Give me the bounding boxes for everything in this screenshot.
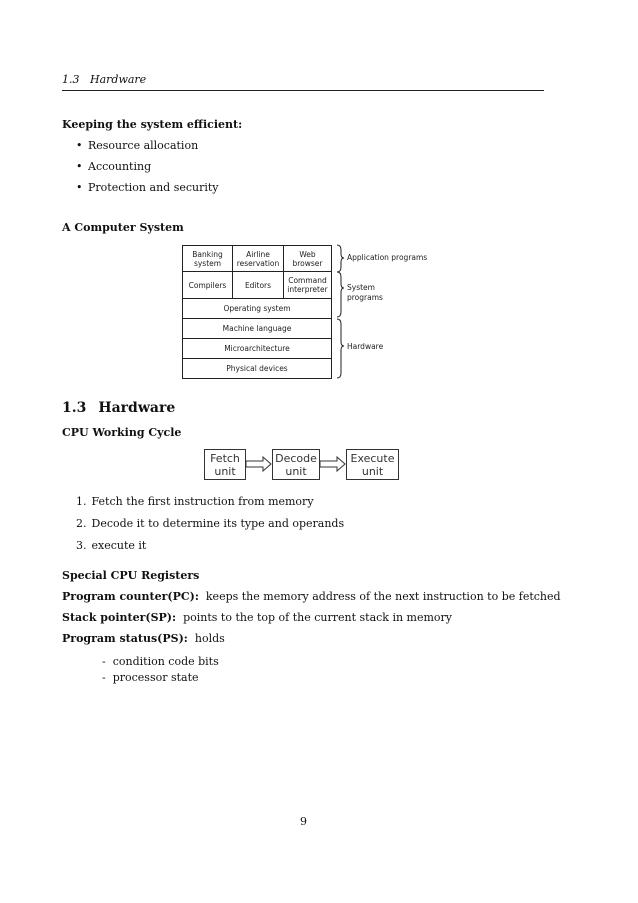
- box-text: Command: [288, 276, 327, 285]
- editors-box: [232, 271, 284, 299]
- header-rule: [62, 90, 544, 91]
- list-item-text: Resource allocation: [88, 139, 199, 152]
- application-programs-label: Application programs: [347, 253, 428, 262]
- box-text: unit: [361, 464, 384, 478]
- box-text: interpreter: [287, 285, 328, 294]
- label-text: System: [347, 283, 375, 292]
- sp-definition: [62, 611, 452, 625]
- label-text: programs: [347, 293, 383, 302]
- section-title: Hardware: [98, 400, 176, 416]
- pc-term: Program counter(PC):: [62, 590, 199, 603]
- section-number: 1.3: [62, 400, 87, 416]
- system-brace: [337, 272, 344, 317]
- system-programs-label: [347, 283, 383, 303]
- box-text: unit: [285, 464, 307, 478]
- box-text: Machine language: [222, 324, 292, 333]
- microarchitecture-box: [182, 338, 332, 359]
- execute-unit-box: [346, 449, 399, 480]
- box-text: Decode: [275, 451, 317, 465]
- decode-unit-box: [272, 449, 320, 480]
- registers-heading: Special CPU Registers: [62, 569, 200, 582]
- hardware-brace: [337, 319, 344, 378]
- list-item-text: Fetch the first instruction from memory: [91, 495, 314, 508]
- box-text: browser: [292, 258, 323, 268]
- arrow-right-icon: [246, 455, 273, 473]
- box-text: Banking: [192, 249, 223, 259]
- box-text: Airline: [246, 249, 270, 259]
- box-text: Physical devices: [226, 364, 288, 373]
- ps-definition: [62, 632, 225, 646]
- list-item: • Protection and security: [76, 181, 219, 194]
- web-browser-box: [283, 245, 332, 272]
- arrow-right-icon: [320, 455, 347, 473]
- ps-description: holds: [194, 632, 225, 645]
- cpu-cycle-heading: CPU Working Cycle: [62, 426, 182, 439]
- command-interpreter-box: [283, 271, 332, 299]
- hardware-label: Hardware: [347, 342, 384, 351]
- diagram-braces: [334, 242, 346, 382]
- sp-term: Stack pointer(SP):: [62, 611, 177, 624]
- list-item: 1. Fetch the first instruction from memory: [76, 495, 314, 508]
- compilers-box: [182, 271, 233, 299]
- efficiency-heading: Keeping the system efficient:: [62, 118, 243, 131]
- list-item-text: condition code bits: [112, 655, 219, 668]
- list-item: - condition code bits: [102, 655, 219, 668]
- machine-language-box: [182, 318, 332, 339]
- header-title: Hardware: [90, 73, 147, 86]
- header-section-number: 1.3: [62, 73, 80, 86]
- application-brace: [337, 245, 344, 272]
- box-text: Microarchitecture: [224, 344, 290, 353]
- pc-definition: [62, 590, 561, 604]
- box-text: Web: [299, 249, 316, 259]
- banking-system-box: [182, 245, 233, 272]
- computer-system-heading: A Computer System: [62, 221, 184, 234]
- box-text: Execute: [350, 451, 395, 465]
- list-item-text: Decode it to determine its type and operands: [91, 517, 345, 530]
- box-text: Operating system: [223, 304, 291, 313]
- box-text: Fetch: [210, 451, 240, 465]
- ps-term: Program status(PS):: [62, 632, 188, 645]
- box-text: Compilers: [188, 280, 227, 290]
- list-item-text: processor state: [112, 671, 199, 684]
- list-item: 2. Decode it to determine its type and operands: [76, 517, 345, 530]
- pc-description: keeps the memory address of the next instruction to be fetched: [205, 590, 561, 603]
- list-item: • Accounting: [76, 160, 152, 173]
- box-text: system: [193, 258, 222, 268]
- box-text: reservation: [236, 258, 280, 268]
- fetch-unit-box: [204, 449, 246, 480]
- page-number: 9: [300, 815, 307, 828]
- running-header: [62, 73, 544, 86]
- list-item-text: Accounting: [88, 160, 152, 173]
- list-item: • Resource allocation: [76, 139, 199, 152]
- section-heading: [62, 400, 175, 416]
- list-item-text: execute it: [91, 539, 147, 552]
- box-text: unit: [214, 464, 236, 478]
- list-item: - processor state: [102, 671, 199, 684]
- list-item-text: Protection and security: [88, 181, 219, 194]
- physical-devices-box: [182, 358, 332, 379]
- box-text: Editors: [244, 280, 272, 290]
- airline-reservation-box: [232, 245, 284, 272]
- operating-system-box: [182, 298, 332, 319]
- sp-description: points to the top of the current stack in memory: [183, 611, 453, 624]
- list-item: 3. execute it: [76, 539, 147, 552]
